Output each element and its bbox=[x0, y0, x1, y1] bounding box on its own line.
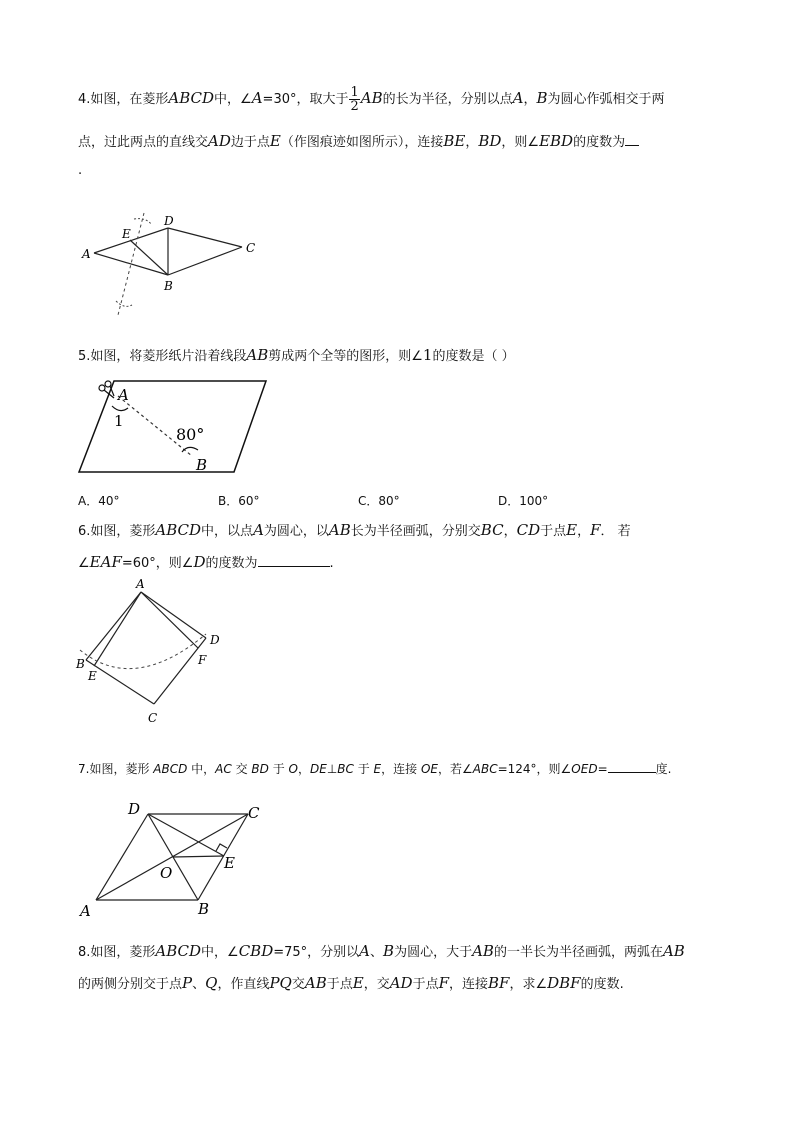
q4-label-e: E bbox=[122, 227, 131, 241]
q7-label-a: A bbox=[80, 902, 91, 920]
q7-label-d: D bbox=[128, 800, 141, 818]
q8-line-2: 的两侧分别交于点P、Q，作直线PQ交AB于点E，交AD于点F，连接BF，求∠DBF的度数. bbox=[78, 974, 624, 992]
answer-blank[interactable] bbox=[625, 133, 639, 146]
q4-label-a: A bbox=[82, 247, 91, 261]
q5-stem: 5.如图，将菱形纸片沿着线段AB剪成两个全等的图形，则∠1的度数是（ ） bbox=[78, 346, 515, 364]
q5-label-angle-80: 80° bbox=[176, 425, 205, 444]
q5-angle-1-arc bbox=[112, 406, 128, 411]
q7-figure bbox=[78, 796, 278, 921]
q6-segment-ae bbox=[94, 592, 141, 666]
q6-edge-cd bbox=[154, 638, 206, 704]
q7-stem: 7.如图，菱形 ABCD 中，AC 交 BD 于 O，DE⊥BC 于 E，连接 OE，若∠ABC=124°，则∠OED= 度. bbox=[78, 762, 672, 776]
q6-arc-ef bbox=[80, 634, 206, 669]
q5-label-b: B bbox=[196, 456, 208, 474]
q5-option-c[interactable]: C．80° bbox=[358, 494, 400, 508]
q6-figure bbox=[74, 576, 234, 726]
q5-option-a[interactable]: A．40° bbox=[78, 494, 120, 508]
q5-option-d[interactable]: D．100° bbox=[498, 494, 549, 508]
q4-label-c: C bbox=[246, 241, 256, 255]
q5-figure bbox=[74, 378, 274, 478]
q7-label-e: E bbox=[224, 854, 235, 872]
q6-edge-ab bbox=[86, 592, 141, 660]
q4-figure bbox=[80, 205, 270, 320]
q7-right-angle-mark bbox=[216, 844, 227, 851]
q6-segment-af bbox=[141, 592, 198, 648]
fraction-one-half: $\frac{1}{2}$ bbox=[350, 85, 359, 114]
q6-line-2: ∠EAF=60°，则∠D的度数为 . bbox=[78, 553, 334, 571]
q6-line-1: 6.如图，菱形ABCD中，以点A为圆心，以AB长为半径画弧，分别交BC，CD于点E，F． 若 bbox=[78, 521, 631, 539]
q7-edge-cb bbox=[198, 814, 248, 900]
q7-label-o: O bbox=[160, 864, 173, 882]
q6-label-a: A bbox=[136, 577, 145, 591]
q4-line-3: . bbox=[78, 163, 83, 178]
q4-arc-bottom bbox=[116, 301, 132, 306]
q7-label-c: C bbox=[248, 804, 260, 822]
q4-label-d: D bbox=[164, 214, 174, 228]
q7-edge-ad bbox=[96, 814, 148, 900]
q4-edge-dc bbox=[168, 228, 242, 247]
q6-label-e: E bbox=[88, 669, 97, 683]
q5-label-a: A bbox=[118, 386, 129, 404]
q6-label-c: C bbox=[148, 711, 158, 725]
q6-label-f: F bbox=[198, 653, 207, 667]
q6-label-d: D bbox=[210, 633, 220, 647]
q7-label-b: B bbox=[198, 900, 210, 918]
q8-line-1: 8.如图，菱形ABCD中，∠CBD=75°，分别以A、B为圆心，大于AB的一半长为半径画弧，两弧在AB bbox=[78, 942, 685, 960]
scissors-icon bbox=[99, 381, 114, 398]
q4-label-b: B bbox=[164, 279, 173, 293]
q4-line-1: 4.如图，在菱形ABCD中，∠A=30°，取大于 $\frac{1}{2}$ AB的长为半径，分别以点A，B为圆心作弧相交于两 bbox=[78, 85, 665, 114]
q6-edge-da bbox=[141, 592, 206, 638]
q4-edge-cb bbox=[168, 247, 242, 275]
q4-arc-top bbox=[134, 219, 152, 225]
q5-option-b[interactable]: B．60° bbox=[218, 494, 260, 508]
q6-label-b: B bbox=[76, 657, 85, 671]
q5-angle-80-arc bbox=[182, 447, 198, 452]
q7-segment-oe bbox=[173, 856, 224, 857]
answer-blank[interactable] bbox=[258, 554, 330, 567]
q5-label-angle-1: 1 bbox=[114, 412, 124, 430]
q5-rhombus bbox=[79, 381, 266, 472]
answer-blank[interactable] bbox=[608, 761, 656, 773]
q4-line-2: 点，过此两点的直线交AD边于点E（作图痕迹如图所示），连接BE，BD，则∠EBD的度数为 bbox=[78, 132, 639, 152]
